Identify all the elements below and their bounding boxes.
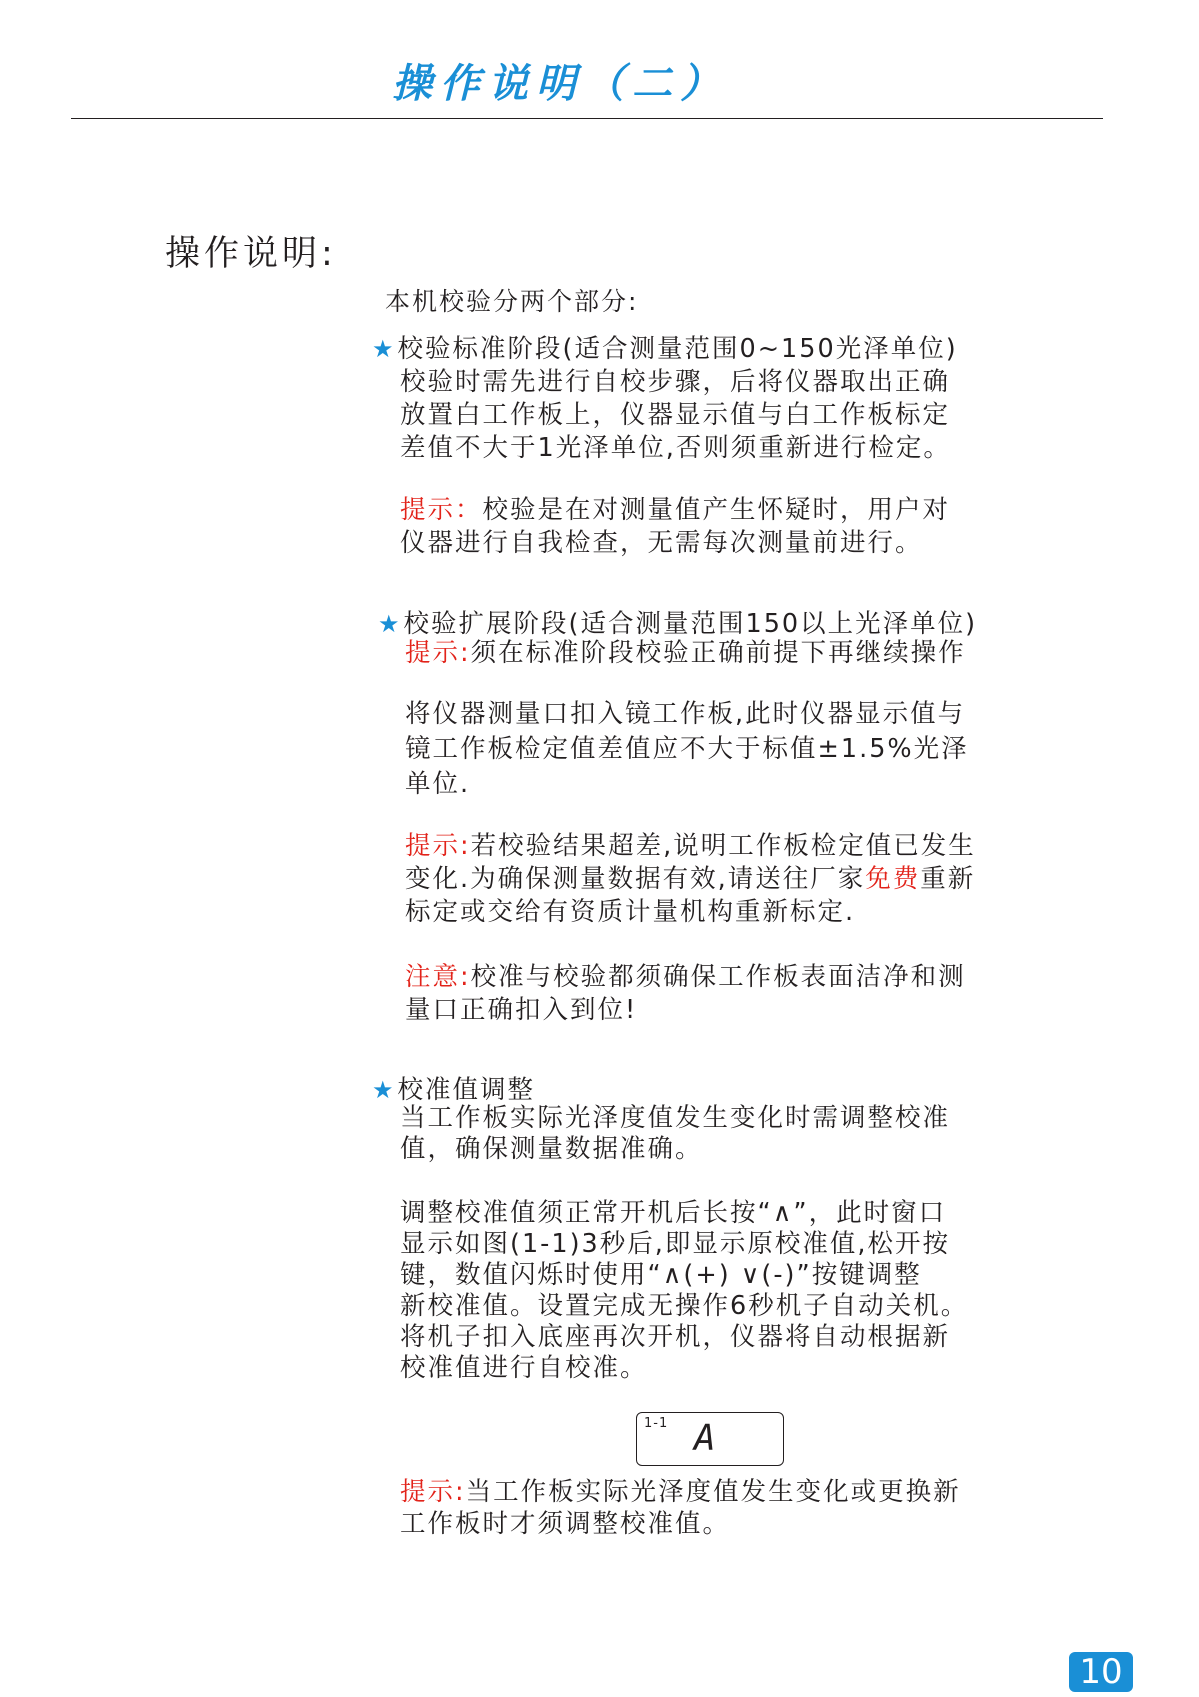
- procedure-line: 调整校准值须正常开机后长按“∧”，此时窗口: [400, 1198, 947, 1228]
- note-text: 量口正确扣入到位!: [405, 995, 638, 1025]
- procedure-line: 将机子扣入底座再次开机，仪器将自动根据新: [400, 1322, 951, 1352]
- tip-text: 须在标准阶段校验正确前提下再继续操作: [470, 638, 966, 668]
- star-icon: ★: [378, 610, 402, 638]
- header-divider: [71, 118, 1103, 119]
- item3-heading-text: 校准值调整: [397, 1075, 536, 1105]
- tip-label: 提示:: [405, 638, 471, 668]
- item2-tip2: [405, 830, 976, 929]
- lcd-display-value: A: [694, 1418, 716, 1459]
- item2-line: 单位.: [405, 769, 471, 799]
- item2-tip: [405, 637, 966, 670]
- page-number-badge: 10: [1069, 1652, 1133, 1692]
- tip-text: 若校验结果超差,说明工作板检定值已发生: [470, 831, 976, 861]
- free-highlight: 免费: [865, 864, 921, 894]
- tip-text: 校验是在对测量值产生怀疑时，用户对: [482, 495, 951, 525]
- section-heading: 操作说明:: [165, 234, 337, 274]
- procedure-line: 新校准值。设置完成无操作6秒机子自动关机。: [400, 1291, 969, 1321]
- tip-text: 变化.为确保测量数据有效,请送往厂家: [405, 864, 866, 894]
- item1-line: 放置白工作板上，仪器显示值与白工作板标定: [400, 400, 951, 430]
- item3-body: [400, 1103, 950, 1165]
- item3-tip: [400, 1476, 961, 1540]
- note-label: 注意:: [405, 962, 471, 992]
- tip-label: 提示:: [405, 831, 471, 861]
- procedure-line: 校准值进行自校准。: [400, 1353, 648, 1383]
- item2-line: 镜工作板检定值差值应不大于标值±1.5%光泽: [405, 734, 969, 764]
- item2-note: [405, 961, 966, 1027]
- item1-heading-text: 校验标准阶段(适合测量范围0~150光泽单位): [397, 334, 958, 364]
- page-header-title: 操作说明（二）: [392, 60, 728, 107]
- figure-label: 1-1: [644, 1416, 669, 1431]
- item3-heading: [372, 1070, 535, 1106]
- tip-text: 当工作板实际光泽度值发生变化或更换新: [465, 1477, 961, 1507]
- star-icon: ★: [372, 335, 396, 363]
- tip-text: 重新: [920, 864, 976, 894]
- item3-line: 当工作板实际光泽度值发生变化时需调整校准: [400, 1103, 951, 1133]
- item1-tip: [400, 494, 950, 560]
- item1-heading: [372, 329, 958, 365]
- procedure-line: 显示如图(1-1)3秒后,即显示原校准值,松开按: [400, 1229, 950, 1259]
- star-icon: ★: [372, 1076, 396, 1104]
- tip-label: 提示：: [400, 495, 483, 525]
- item3-procedure: [400, 1198, 968, 1384]
- tip-label: 提示:: [400, 1477, 466, 1507]
- item2-body: [405, 697, 969, 802]
- item2-line: 将仪器测量口扣入镜工作板,此时仪器显示值与: [405, 699, 966, 729]
- item2-heading: [378, 604, 977, 640]
- tip-text: 标定或交给有资质计量机构重新标定.: [405, 897, 856, 927]
- item1-body: [400, 366, 951, 465]
- intro-text: 本机校验分两个部分:: [385, 287, 639, 316]
- item1-line: 校验时需先进行自校步骤，后将仪器取出正确: [400, 367, 951, 397]
- tip-text: 仪器进行自我检查，无需每次测量前进行。: [400, 528, 923, 558]
- procedure-line: 键，数值闪烁时使用“∧(+) ∨(-)”按键调整: [400, 1260, 922, 1290]
- item2-heading-text: 校验扩展阶段(适合测量范围150以上光泽单位): [403, 609, 978, 639]
- tip-text: 工作板时才须调整校准值。: [400, 1509, 731, 1539]
- item1-line: 差值不大于1光泽单位,否则须重新进行检定。: [400, 433, 951, 463]
- item3-line: 值，确保测量数据准确。: [400, 1134, 703, 1164]
- note-text: 校准与校验都须确保工作板表面洁净和测: [470, 962, 966, 992]
